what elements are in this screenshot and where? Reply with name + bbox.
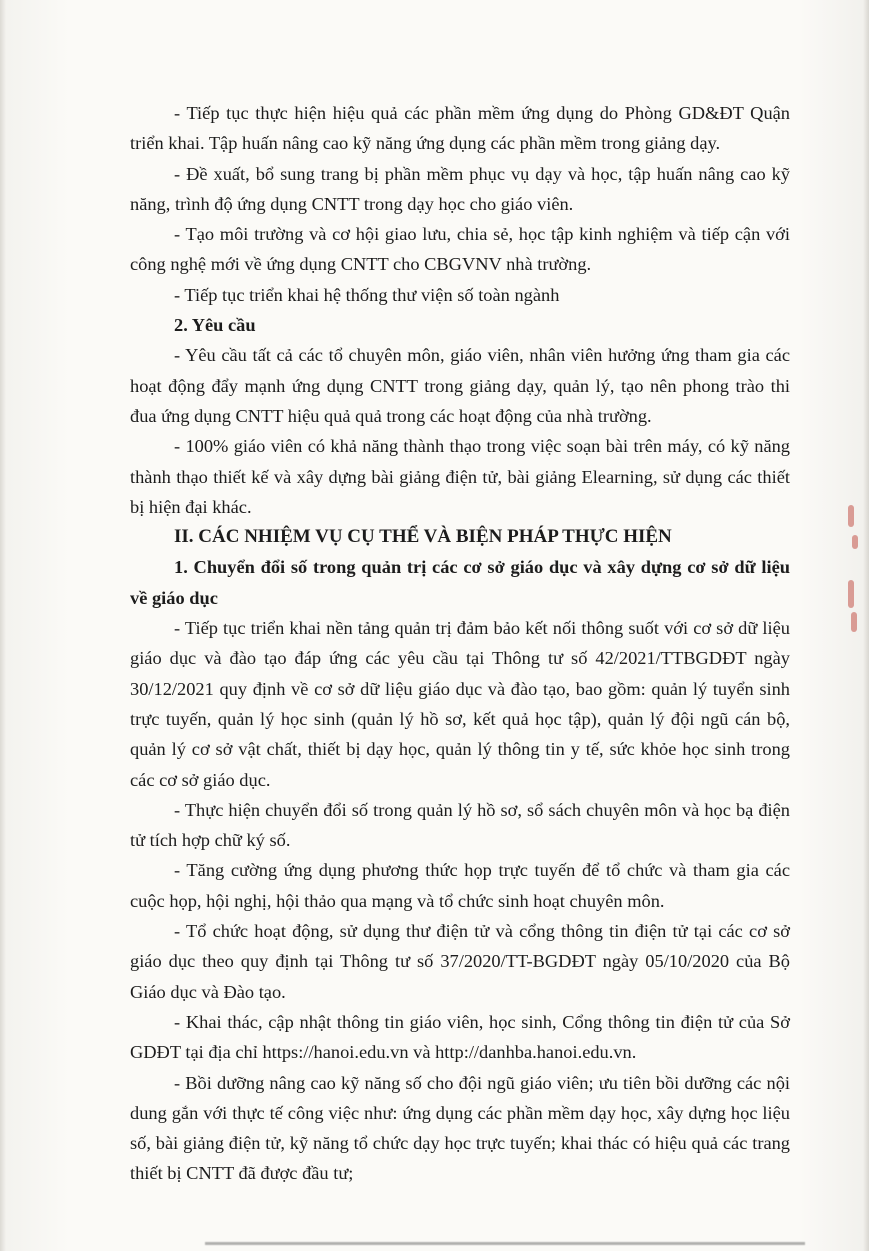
- bottom-cut-off-text: [205, 1242, 805, 1245]
- heading-section-1: 1. Chuyển đổi số trong quản trị các cơ sở giáo dục và xây dựng cơ sở dữ liệu về giáo dục: [130, 557, 790, 608]
- paragraph: - Tạo môi trường và cơ hội giao lưu, chia sẻ, học tập kinh nghiệm và tiếp cận với công nghệ mới về ứng dụng CNTT cho CBGVNV nhà trường.: [130, 224, 790, 275]
- section-paragraph: - Tăng cường ứng dụng phương thức họp trực tuyến để tổ chức và tham gia các cuộc họp, hội nghị, hội thảo qua mạng và tổ chức sinh hoạt chuyên môn.: [130, 860, 790, 911]
- heading-main-section: II. CÁC NHIỆM VỤ CỤ THỂ VÀ BIỆN PHÁP THỰC HIỆN: [174, 526, 672, 548]
- right-edge-shadow: [863, 0, 869, 1251]
- paragraph: - Tiếp tục triển khai hệ thống thư viện số toàn ngành: [174, 284, 560, 305]
- section-paragraph: - Tiếp tục triển khai nền tảng quản trị đảm bảo kết nối thông suốt với cơ sở dữ liệu giáo dục và đào tạo đáp ứng các yêu cầu tại Thông tư số 42/2021/TTBGDĐT ngày 30/12/2021 quy định về cơ sở dữ liệu giáo dục và đào tạo, bao gồm: quản lý tuyển sinh trực tuyến, quản lý học sinh (quản lý hồ sơ, kết quả học tập), quản lý đội ngũ cán bộ, quản lý cơ sở vật chất, thiết bị dạy học, quản lý thông tin y tế, sức khỏe học sinh trong các cơ sở giáo dục.: [130, 618, 790, 790]
- requirement-paragraph: - Yêu cầu tất cả các tổ chuyên môn, giáo viên, nhân viên hưởng ứng tham gia các hoạt động đẩy mạnh ứng dụng CNTT trong giảng dạy, quản lý, tạo nên phong trào thi đua ứng dụng CNTT hiệu quả quả trong các hoạt động của nhà trường.: [130, 345, 790, 426]
- heading-requirements: 2. Yêu cầu: [174, 315, 256, 336]
- section-paragraph: - Khai thác, cập nhật thông tin giáo viên, học sinh, Cổng thông tin điện tử của Sở GDĐT tại địa chỉ https://hanoi.edu.vn và http://danhba.hanoi.edu.vn.: [130, 1011, 790, 1063]
- section-paragraph: - Bồi dưỡng nâng cao kỹ năng số cho đội ngũ giáo viên; ưu tiên bồi dưỡng các nội dung gắn với thực tế công việc như: ứng dụng các phần mềm dạy học, xây dựng học liệu số, bài giảng điện tử, kỹ năng tổ chức dạy học trực tuyến; khai thác có hiệu quả các trang thiết bị CNTT đã được đầu tư;: [130, 1072, 790, 1184]
- section-paragraph: - Thực hiện chuyển đổi số trong quản lý hồ sơ, sổ sách chuyên môn và học bạ điện tử tích hợp chữ ký số.: [130, 799, 790, 851]
- left-edge-shadow: [0, 0, 6, 1251]
- margin-stamp-mark: [848, 580, 854, 608]
- section-paragraph: - Tổ chức hoạt động, sử dụng thư điện tử và cổng thông tin điện tử tại các cơ sở giáo dục theo quy định tại Thông tư số 37/2020/TT-BGDĐT ngày 05/10/2020 của Bộ Giáo dục và Đào tạo.: [130, 921, 790, 1002]
- paragraph: - Tiếp tục thực hiện hiệu quả các phần mềm ứng dụng do Phòng GD&ĐT Quận triển khai. Tập huấn nâng cao kỹ năng ứng dụng các phần mềm trong giảng dạy.: [130, 103, 790, 154]
- margin-stamp-mark: [848, 505, 854, 527]
- margin-stamp-mark: [851, 612, 857, 632]
- margin-stamp-mark: [852, 535, 858, 549]
- document-body: [130, 98, 790, 1189]
- paragraph: - Đề xuất, bổ sung trang bị phần mềm phục vụ dạy và học, tập huấn nâng cao kỹ năng, trình độ ứng dụng CNTT trong dạy học cho giáo viên.: [130, 163, 790, 214]
- requirement-paragraph: - 100% giáo viên có khả năng thành thạo trong việc soạn bài trên máy, có kỹ năng thành thạo thiết kế và xây dựng bài giảng điện tử, bài giảng Elearning, sử dụng các thiết bị hiện đại khác.: [130, 436, 790, 517]
